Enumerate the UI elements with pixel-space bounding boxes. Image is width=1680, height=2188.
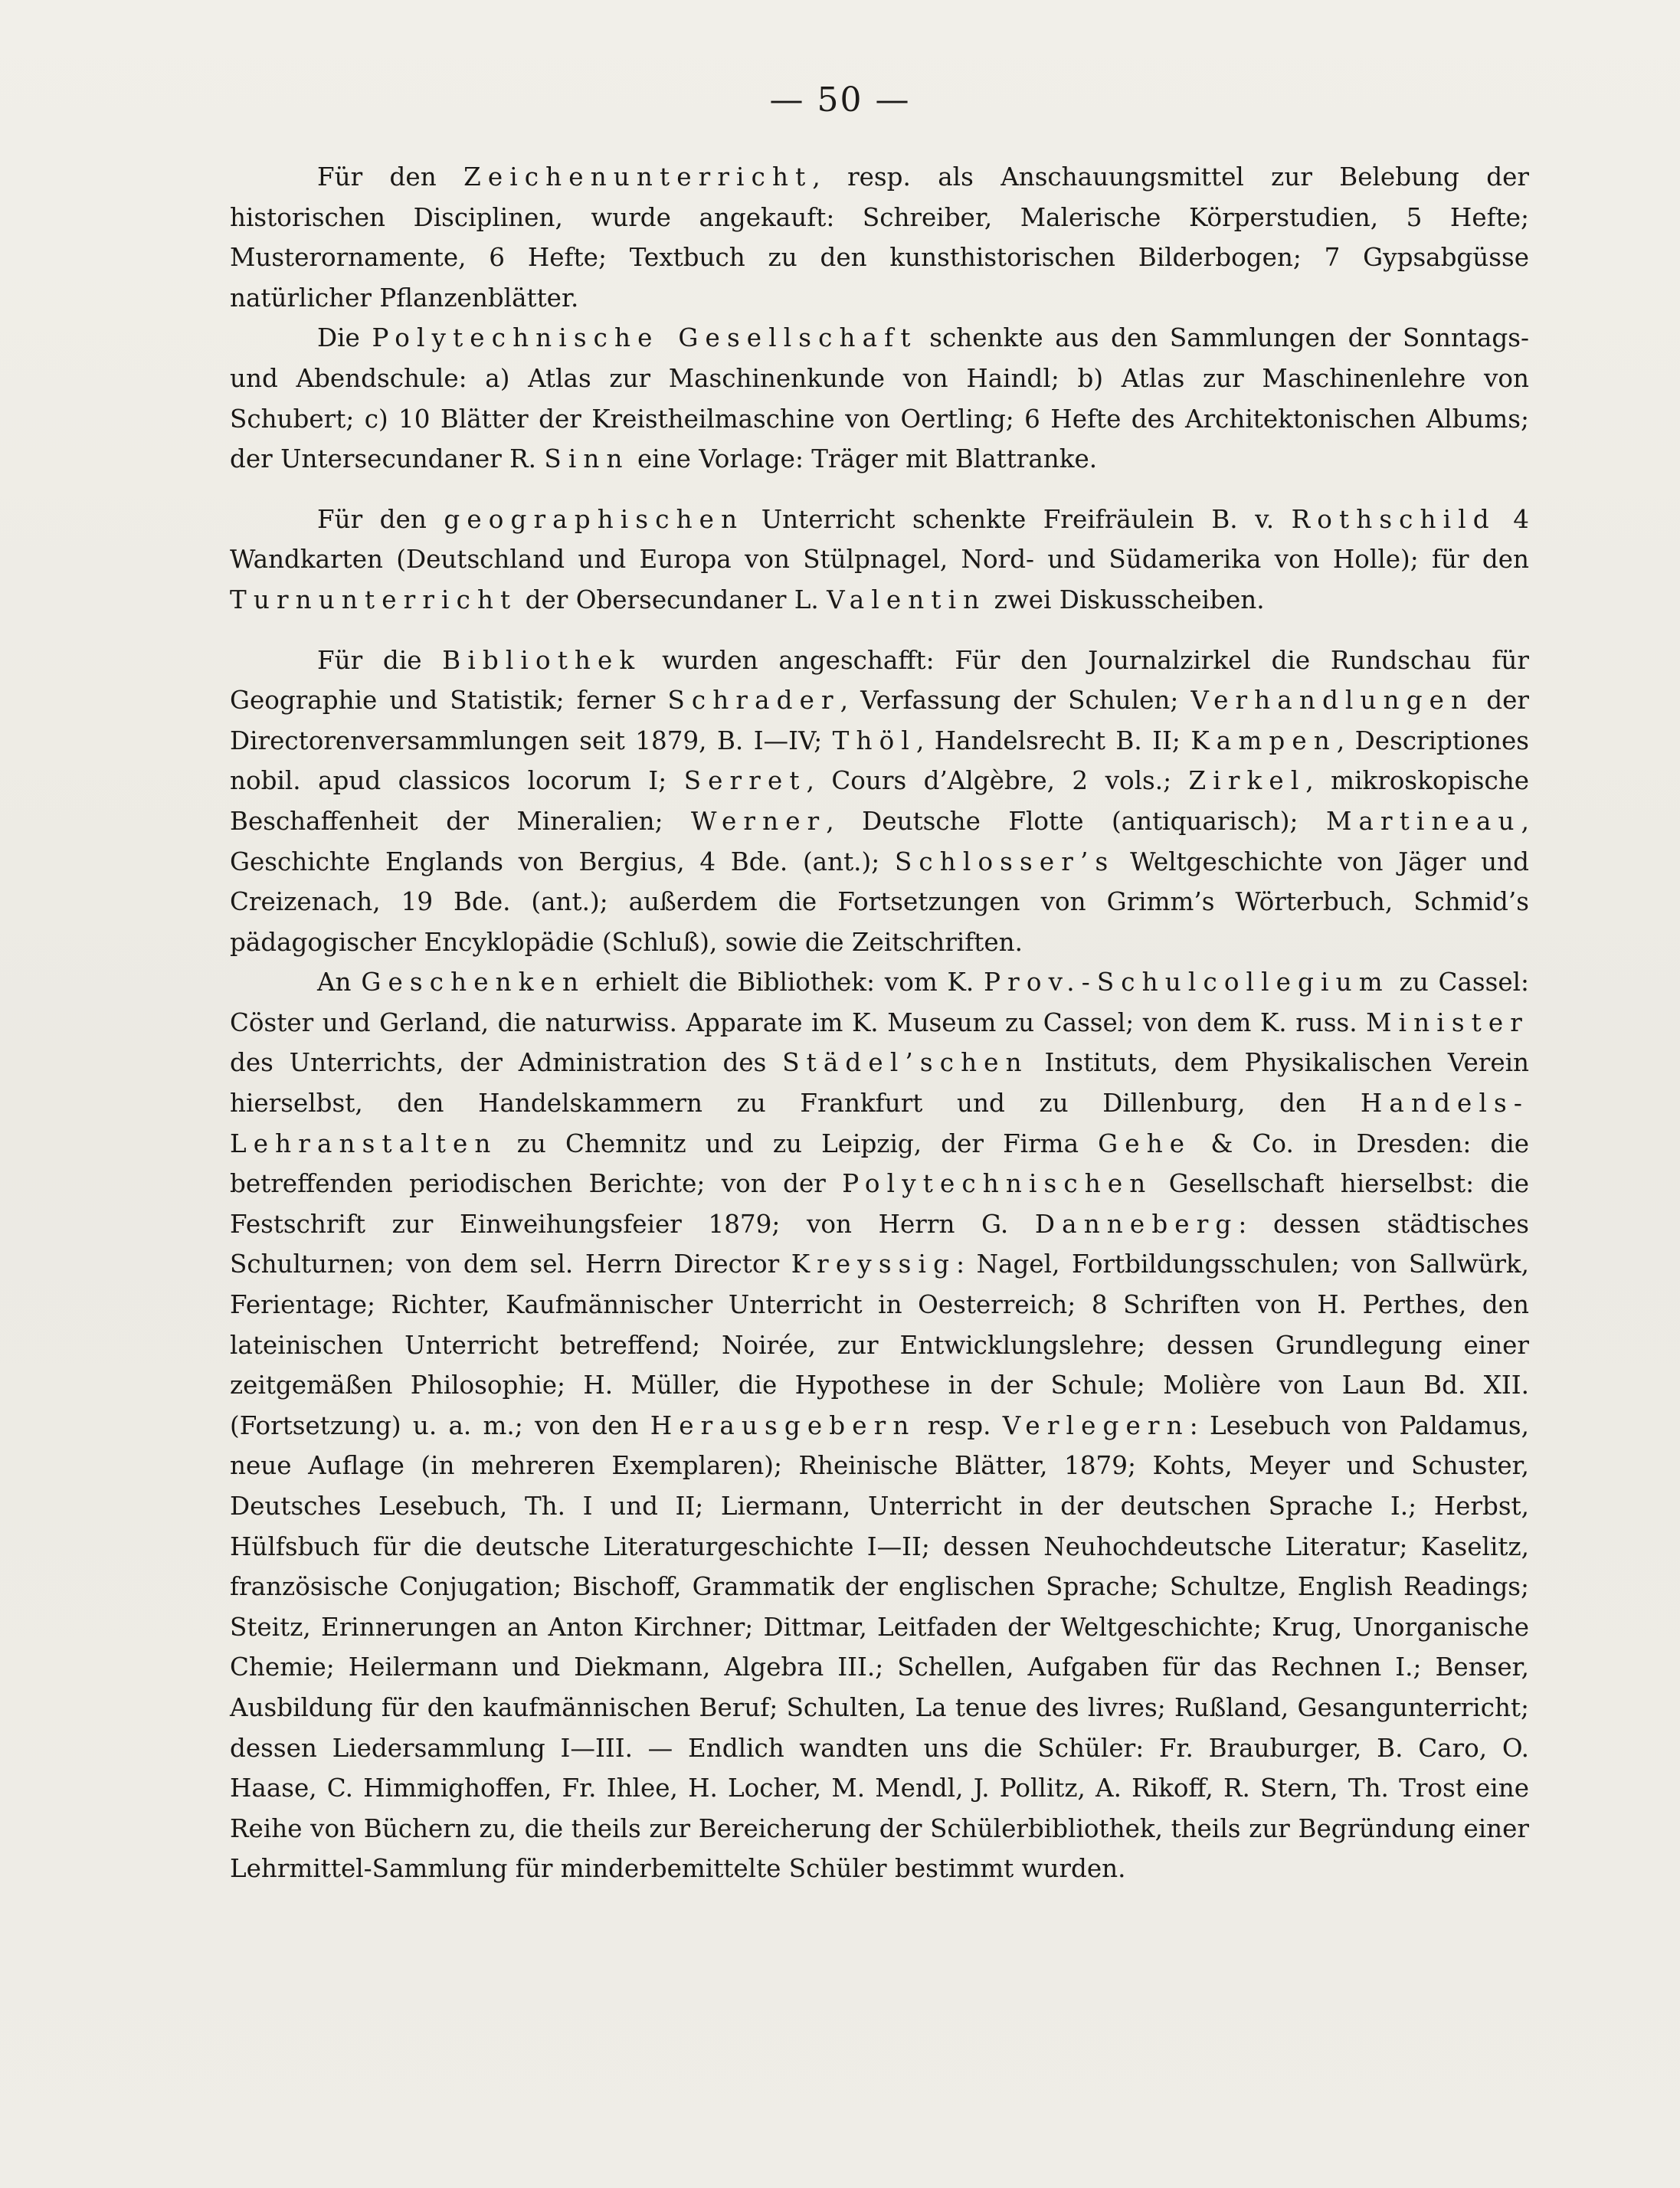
spaced-emphasis: Minister (1366, 1007, 1529, 1037)
spaced-emphasis: Schlosser’s (894, 847, 1115, 876)
text-run: zu Chemnitz und zu Leipzig, der Firma (497, 1128, 1099, 1158)
paragraph-polytechnic-donation (230, 318, 1529, 479)
text-run: zu Cassel: Cöster und Gerland, die naturwiss. Apparate im K. Museum zu Cassel; von dem K. russ. (230, 968, 1529, 1037)
spaced-emphasis: Kreyssig (791, 1250, 957, 1279)
text-run: Für den (317, 504, 444, 534)
spaced-emphasis: Herausgebern (650, 1410, 916, 1440)
text-run: erhielt die Bibliothek: vom K. (585, 968, 984, 997)
paragraph-drawing-instruction (230, 157, 1529, 318)
text-run: eine Vorlage: Träger mit Blattranke. (629, 444, 1098, 474)
text-run: der Directorenversammlungen seit 1879, B. I—IV; (230, 686, 1529, 755)
spaced-emphasis: Sinn (544, 444, 630, 474)
paragraph-library-gifts (230, 962, 1529, 1889)
spaced-emphasis: geographischen (444, 504, 745, 534)
spaced-emphasis: Gehe (1098, 1128, 1192, 1158)
spaced-emphasis: Werner (691, 806, 827, 836)
document-body (230, 157, 1529, 1889)
spaced-emphasis: Thöl (832, 726, 916, 755)
text-run: 4 Wandkarten (Deutschland und Europa von Stülpnagel, Nord- und Südamerika von Holle); für den (230, 504, 1529, 575)
text-run: , Descriptiones nobil. apud classicos locorum I; (230, 726, 1529, 796)
text-run: , mikroskopische Beschaffenheit der Mineralien; (230, 766, 1529, 836)
text-run: der Obersecundaner L. (517, 585, 827, 614)
text-run: , Cours d’Algèbre, 2 vols.; (806, 766, 1189, 796)
spaced-emphasis: Geschenken (361, 968, 586, 997)
text-run: wurden angeschafft: Für den Journalzirkel die Rundschau für Geographie und Statistik; ferner (230, 645, 1529, 716)
text-run: , Deutsche Flotte (antiquarisch); (826, 806, 1326, 836)
spaced-emphasis: Kampen (1190, 726, 1337, 755)
text-run: Unterricht schenkte Freifräulein B. v. (744, 504, 1292, 534)
spaced-emphasis: Verhandlungen (1190, 686, 1475, 716)
text-run: Gesellschaft hierselbst: die Festschrift zur Einweihungsfeier 1879; von Herrn G. (230, 1169, 1529, 1239)
spaced-emphasis: Rothschild (1291, 504, 1496, 534)
spaced-emphasis: Zirkel (1188, 766, 1306, 796)
text-run: Die (317, 323, 372, 353)
text-run: Für den (317, 162, 464, 192)
text-run: An (317, 968, 362, 997)
spaced-emphasis: Valentin (827, 585, 987, 614)
spaced-emphasis: Turnunterricht (230, 585, 518, 614)
text-run: des Unterrichts, der Administration des (230, 1048, 783, 1078)
spaced-emphasis: Schrader (667, 686, 840, 716)
text-run: , resp. als Anschauungsmittel zur Belebung der historischen Disciplinen, wurde angekauft: Schreiber, Malerische Körperstudien, 5 Hefte; Musterornamente, 6 Hefte; Textbuch zu den kunsthistorischen Bilderbogen; 7 Gypsabgüsse natürlicher Pflanzenblätter. (230, 162, 1529, 313)
text-run: , Handelsrecht B. II; (915, 726, 1191, 755)
text-run: : Nagel, Fortbildungsschulen; von Sallwürk, Ferientage; Richter, Kaufmännischer Unterricht in Oesterreich; 8 Schriften von H. Perthes, den lateinischen Unterricht betreffend; Noirée, zur Entwicklungslehre; dessen Grundlegung einer zeitgemäßen Philosophie; H. Müller, die Hypothese in der Schule; Molière von Laun Bd. XII. (Fortsetzung) u. a. m.; von den (230, 1250, 1530, 1440)
text-run: Instituts, dem Physikalischen Verein hierselbst, den Handelskammern zu Frankfurt und zu Dillenburg, den (230, 1048, 1530, 1119)
text-run: zwei Diskusscheiben. (986, 585, 1265, 614)
text-run: , Geschichte Englands von Bergius, 4 Bde. (ant.); (230, 806, 1529, 876)
spaced-emphasis: Prov.-Schulcollegium (984, 968, 1390, 997)
spaced-emphasis: Handels-Lehranstalten (230, 1089, 1529, 1158)
text-run: , Verfassung der Schulen; (840, 686, 1191, 716)
text-run: : dessen städtisches Schulturnen; von dem sel. Herrn Director (230, 1209, 1529, 1279)
spaced-emphasis: Städel’schen (782, 1048, 1029, 1078)
paragraph-geography-donation (230, 500, 1529, 621)
spaced-emphasis: Zeichenunterricht (463, 162, 813, 192)
spaced-emphasis: Verlegern (1002, 1410, 1190, 1440)
text-run: schenkte aus den Sammlungen der Sonntags- und Abendschule: a) Atlas zur Maschinenkunde von Haindl; b) Atlas zur Maschinenlehre von Schubert; c) 10 Blätter der Kreistheilmaschine von Oertling; 6 Hefte des Architektonischen Albums; der Untersecundaner R. (230, 323, 1529, 474)
spaced-emphasis: Polytechnische Gesellschaft (372, 323, 918, 353)
text-run: : Lesebuch von Paldamus, neue Auflage (in mehreren Exemplaren); Rheinische Blätter, 1879; Kohts, Meyer und Schuster, Deutsches Lesebuch, Th. I und II; Liermann, Unterricht in der deutschen Sprache I.; Herbst, Hülfsbuch für die deutsche Literaturgeschichte I—II; dessen Neuhochdeutsche Literatur; Kaselitz, französische Conjugation; Bischoff, Grammatik der englischen Sprache; Schultze, English Readings; Steitz, Erinnerungen an Anton Kirchner; Dittmar, Leitfaden der Weltgeschichte; Krug, Unorganische Chemie; Heilermann und Diekmann, Algebra III.; Schellen, Aufgaben für das Rechnen I.; Benser, Ausbildung für den kaufmännischen Beruf; Schulten, La tenue des livres; Rußland, Gesangunterricht; dessen Liedersammlung I—III. — Endlich wandten uns die Schüler: Fr. Brauburger, B. Caro, O. Haase, C. Himmighoffen, Fr. Ihlee, H. Locher, M. Mendl, J. Pollitz, A. Rikoff, R. Stern, Th. Trost eine Reihe von Büchern zu, die theils zur Bereicherung der Schülerbibliothek, theils zur Begründung einer Lehrmittel-Sammlung für minderbemittelte Schüler bestimmt wurden. (230, 1410, 1529, 1884)
page-number: — 50 — (769, 80, 911, 120)
spaced-emphasis: Polytechnischen (842, 1169, 1153, 1199)
text-run: & Co. in Dresden: die betreffenden periodischen Berichte; von der (230, 1128, 1529, 1199)
spaced-emphasis: Bibliothek (442, 645, 642, 675)
paragraph-library-purchases (230, 640, 1529, 963)
spaced-emphasis: Serret (683, 766, 807, 796)
text-run: resp. (915, 1410, 1003, 1440)
spaced-emphasis: Danneberg (1034, 1209, 1239, 1239)
spaced-emphasis: Martineau (1325, 806, 1521, 836)
text-run: Weltgeschichte von Jäger und Creizenach, 19 Bde. (ant.); außerdem die Fortsetzungen von Grimm’s Wörterbuch, Schmid’s pädagogischer Encyklopädie (Schluß), sowie die Zeitschriften. (230, 847, 1529, 957)
text-run: Für die (317, 645, 443, 675)
